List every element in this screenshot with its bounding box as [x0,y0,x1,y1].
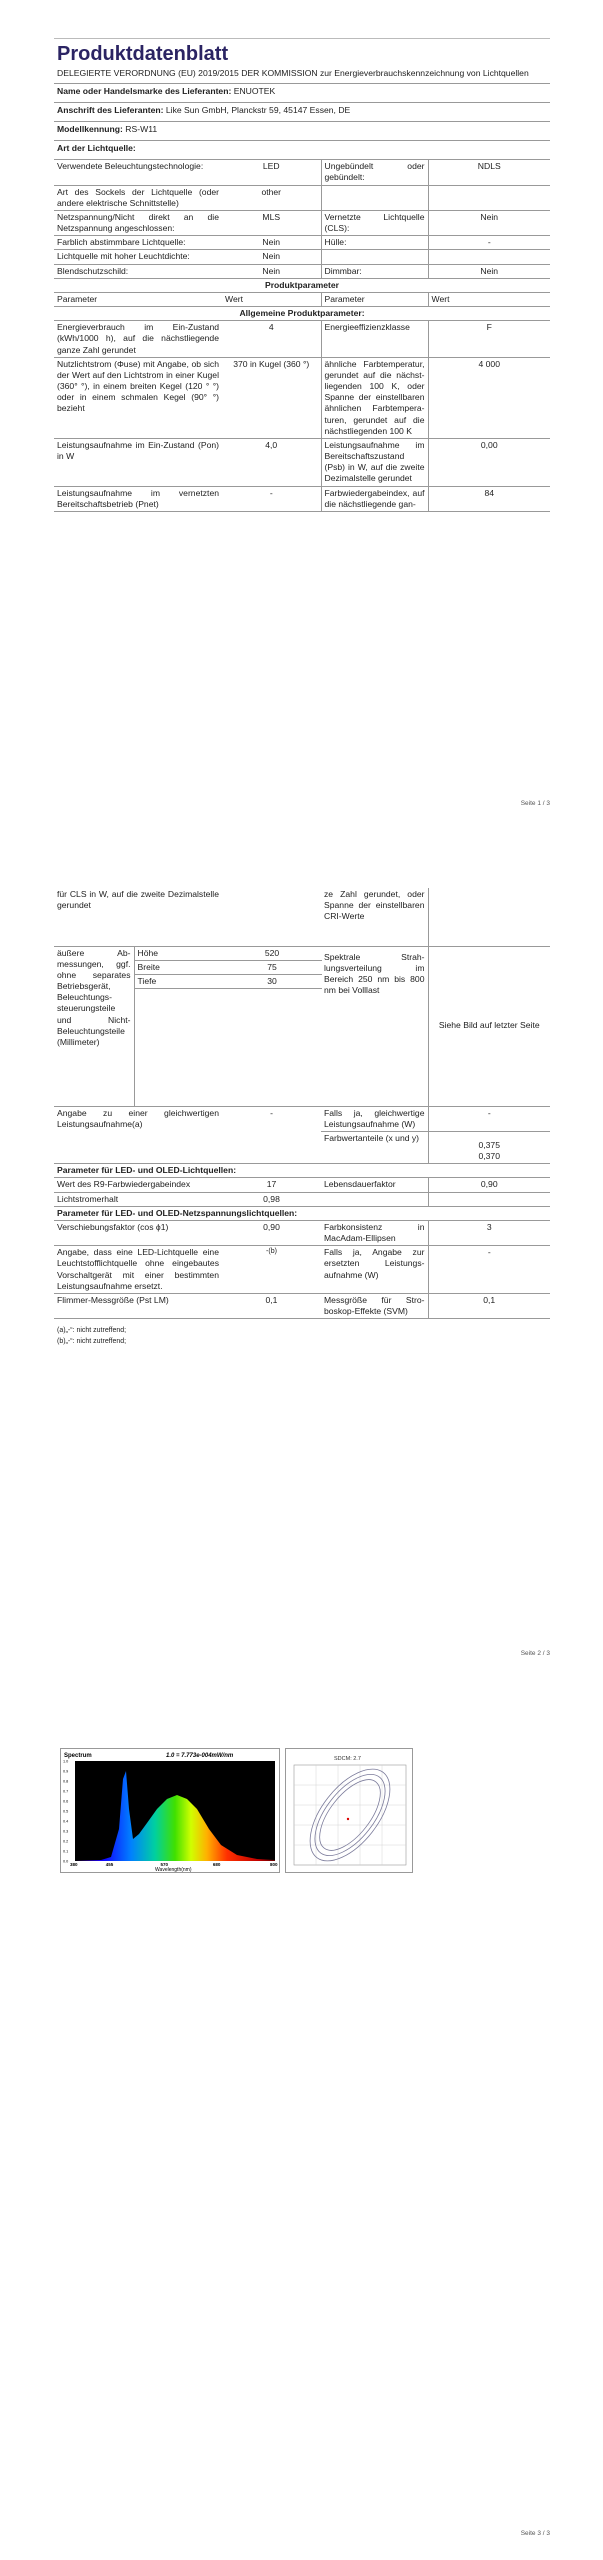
r9-value: 17 [222,1178,321,1192]
spectrum-ytick: 0.4 [63,1819,69,1824]
macadam-label: Farbkonsistenz in MacAdam-Ellipsen [321,1221,428,1246]
general-value-right: F [428,321,550,357]
params-header [54,293,550,307]
spectrum-chart [61,1749,279,1872]
spectrum-formula: 1.0 = 7.773e-004mW/nm [166,1753,234,1759]
mains-params-title: Parameter für LED- und OLED-Netzspannungslichtquellen: [54,1207,550,1221]
macadam-chart [286,1749,412,1872]
light-source-row [54,185,550,210]
light-source-value-right: Nein [428,210,550,235]
cont-left: für CLS in W, auf die zweite Dezimalstelle gerundet [54,888,222,946]
equiv-r-label: Falls ja, gleichwertige Leistungsaufnahme (W) [321,1106,428,1131]
dim-name-height: Höhe [135,947,223,961]
flicker-value: 0,1 [222,1293,321,1318]
replace-value: -(b) [222,1246,321,1294]
light-source-param-right: Vernetzte Lichtquelle (CLS): [321,210,428,235]
replace-r-label: Falls ja, Angabe zur ersetzten Leistungsaufnahme (W) [321,1246,428,1294]
spectrum-xtick: 570 [160,1862,168,1867]
equiv-value: - [222,1106,321,1164]
chroma-label: Farbwertanteile (x und y) [321,1131,428,1163]
spectrum-label: Spectrum [64,1753,92,1759]
general-params-table [54,321,550,512]
dim-name-depth: Tiefe [135,974,223,988]
flicker-label: Flimmer-Messgröße (Pst LM) [54,1293,222,1318]
spectral-label: Spektrale Strahlungsverteilung im Bereich 250 nm bis 800 nm bei Volllast [321,946,428,1106]
chroma-values [428,1131,550,1163]
led-params-table [54,1178,550,1206]
regulation-text: DELEGIERTE VERORDNUNG (EU) 2019/2015 DER KOMMISSION zur Energieverbrauchskennzeichnung von Lichtquellen [54,68,550,84]
macadam-value: 3 [428,1221,550,1246]
light-source-value-right: NDLS [428,160,550,185]
general-value-left: - [222,486,321,511]
dim-name-width: Breite [135,960,223,974]
page-number-1: Seite 1 / 3 [520,800,550,807]
pf-label: Verschiebungsfaktor (cos ϕ1) [54,1221,222,1246]
dims-table [135,947,322,990]
equiv-label [54,1106,222,1164]
light-source-param-left: Art des Sockels der Lichtquelle (oder andere elektrische Schnittstelle) [54,185,222,210]
light-source-row [54,250,550,264]
general-param-left: Nutzlichtstrom (Φuse) mit Angabe, ob sich der Wert auf den Lichtstrom in einer Kugel (360° °), in einem breiten Kegel (120 ° °) oder in einem schmalen Kegel (90° °) bezieht [54,357,222,438]
spectrum-ytick: 0.5 [63,1809,69,1814]
general-param-right: Energieeffizienzklasse [321,321,428,357]
equiv-r-value: - [428,1106,550,1131]
light-source-param-left: Lichtquelle mit hoher Leuchtdichte: [54,250,222,264]
dims-label: äußere Abmessungen, ggf. ohne separates Betriebsgerät, Beleuchtungssteuerungsteile und Nicht-Beleuchtungsteile (Millimeter) [54,946,134,1106]
footnote-a: (a)„-“: nicht zutreffend; [57,1327,127,1335]
light-source-value-left: Nein [222,236,321,250]
mains-params-table [54,1221,550,1319]
page-2 [0,880,603,1670]
strobo-value: 0,1 [428,1293,550,1318]
light-source-param-right [321,250,428,264]
spectrum-ytick: 0.8 [63,1779,69,1784]
spectrum-ytick: 0.1 [63,1849,69,1854]
spectrum-xtick: 455 [105,1862,114,1867]
life-value: 0,90 [428,1178,550,1192]
general-param-left: Leistungsaufnahme im vernetzten Bereitschaftsbetrieb (Pnet) [54,486,222,511]
light-source-value-left: LED [222,160,321,185]
spectrum-ytick: 0.3 [63,1829,69,1834]
light-source-param-left: Blendschutzschild: [54,264,222,278]
spectrum-ytick: 0.6 [63,1799,69,1804]
spectrum-ytick: 1.0 [63,1759,69,1764]
spectrum-yticks [63,1760,68,1864]
light-source-row [54,236,550,250]
page2-table [54,888,550,1164]
page-number-3: Seite 3 / 3 [520,2530,550,2537]
light-source-param-left: Verwendete Beleuchtungstechnologie: [54,160,222,185]
light-source-value-left: Nein [222,250,321,264]
spectrum-ytick: 0.9 [63,1769,69,1774]
cont-right: ze Zahl gerundet, oder Spanne der einstellbaren CRI-Werte [321,888,428,946]
general-param-right: Leistungsaufnahme im Bereitschaftszustand (Psb) in W, auf die zweite Dezimalstelle gerundet [321,438,428,486]
light-source-param-right [321,185,428,210]
macadam-point [347,1818,349,1820]
light-source-value-left: Nein [222,264,321,278]
dim-value-depth: 30 [223,974,322,988]
general-param-right: Farbwiedergabeindex, auf die nächstliegende gan- [321,486,428,511]
spectrum-xtick: 380 [70,1862,78,1867]
macadam-figure-label: SDCM: 2.7 [334,1756,361,1762]
supplier-label: Name oder Handelsmarke des Lieferanten: [57,86,232,97]
light-source-value-left: MLS [222,210,321,235]
general-param-right: ähnliche Farbtemperatur, gerundet auf die nächstliegenden 100 K, oder Spanne der einstellbaren ähnlichen Farbtemperaturen, gerundet auf die nächstliegenden 100 K [321,357,428,438]
page-3 [0,1700,603,2560]
light-source-row [54,210,550,235]
address-value: Like Sun GmbH, Planckstr 59, 45147 Essen, DE [165,105,351,116]
page-number-2: Seite 2 / 3 [520,1650,550,1657]
general-value-left: 4 [222,321,321,357]
model-line [54,122,550,141]
general-value-right: 84 [428,486,550,511]
light-source-value-right: Nein [428,264,550,278]
light-source-value-right [428,250,550,264]
light-source-param-right: Ungebündelt oder gebündelt: [321,160,428,185]
light-source-param-right: Hülle: [321,236,428,250]
light-source-value-right [428,185,550,210]
r9-label: Wert des R9-Farbwiedergabeindex [54,1178,222,1192]
general-row [54,357,550,438]
strobo-label: Messgröße für Stroboskop-Effekte (SVM) [321,1293,428,1318]
general-row [54,438,550,486]
footnote-b: (b)„-“: nicht zutreffend; [57,1338,127,1346]
spectrum-xtick: 800 [270,1862,278,1867]
maint-value: 0,98 [222,1192,321,1206]
general-row [54,321,550,357]
replace-label: Angabe, dass eine LED-Lichtquelle eine Leuchtstofflichtquelle ohne eingebautes Vorschaltgerät mit einer bestimmten Leistungsaufnahme ersetzt. [54,1246,222,1294]
led-params-title: Parameter für LED- und OLED-Lichtquellen: [54,1164,550,1178]
general-params-title: Allgemeine Produktparameter: [54,307,550,321]
type-line [54,141,550,160]
supplier-line [54,84,550,103]
model-value: RS-W11 [125,124,158,135]
spectrum-ytick: 0.7 [63,1789,69,1794]
type-label: Art der Lichtquelle: [57,143,136,154]
header-parameter-2: Parameter [321,293,428,307]
header-parameter-1: Parameter [54,293,222,307]
general-value-right: 0,00 [428,438,550,486]
general-value-left: 4,0 [222,438,321,486]
page-1 [0,0,603,830]
spectral-value: Siehe Bild auf letzter Seite [428,946,550,1106]
model-label: Modellkennung: [57,124,123,135]
light-source-param-left: Farblich abstimmbare Lichtquelle: [54,236,222,250]
supplier-value: ENUOTEK [233,86,276,97]
params-title: Produktparameter [54,279,550,293]
chroma-x: 0,375 [478,1139,500,1150]
light-source-value-right: - [428,236,550,250]
light-source-param-left: Netzspannung/Nicht direkt an die Netzspannung angeschlossen: [54,210,222,235]
general-value-right: 4 000 [428,357,550,438]
general-row [54,486,550,511]
header-value-2: Wert [428,293,550,307]
light-source-table [54,160,550,279]
life-label: Lebensdauerfaktor [321,1178,428,1192]
macadam-figure [285,1748,413,1873]
maint-label: Lichtstromerhalt [54,1192,222,1206]
pf-value: 0,90 [222,1221,321,1246]
spectrum-figure [60,1748,280,1873]
chroma-y: 0,370 [478,1151,500,1162]
general-param-left: Leistungsaufnahme im Ein-Zustand (Pon) in W [54,438,222,486]
dim-value-height: 520 [223,947,322,961]
address-label: Anschrift des Lieferanten: [57,105,164,116]
replace-r-value: - [428,1246,550,1294]
general-value-left: 370 in Kugel (360 °) [222,357,321,438]
address-line [54,103,550,122]
light-source-row [54,264,550,278]
spectrum-ytick: 0.2 [63,1839,69,1844]
header-value-1: Wert [222,293,321,307]
light-source-param-right: Dimmbar: [321,264,428,278]
equiv-label-text: Angabe zu einer gleichwertigen Leistungsaufnahme(a) [57,1107,219,1129]
spectrum-xtick: 680 [212,1862,221,1867]
general-param-left: Energieverbrauch im Ein-Zustand (kWh/1000 h), auf die nächstliegende ganze Zahl gerundet [54,321,222,357]
page-title: Produktdatenblatt [54,38,550,68]
spectrum-xlabel: Wavelength(nm) [155,1867,192,1872]
light-source-value-left: other [222,185,321,210]
light-source-row [54,160,550,185]
spectrum-ytick: 0.0 [63,1859,69,1864]
dim-value-width: 75 [223,960,322,974]
